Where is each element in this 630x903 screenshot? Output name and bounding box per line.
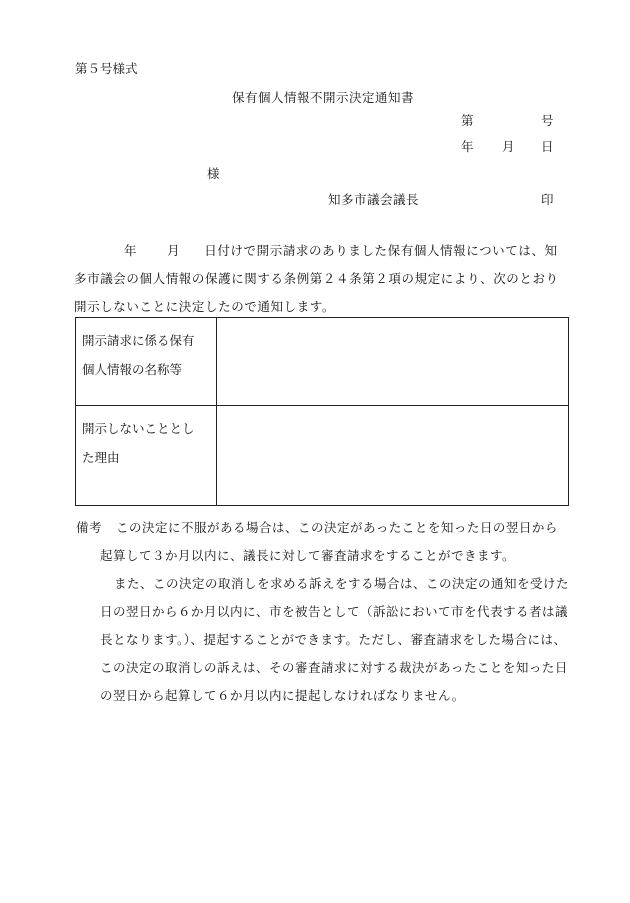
remarks-section bbox=[76, 514, 570, 710]
row1-value-field[interactable] bbox=[217, 318, 569, 406]
date-year: 年 bbox=[461, 139, 474, 154]
body-year: 年 bbox=[124, 243, 138, 258]
addressee-suffix: 様 bbox=[207, 166, 220, 181]
notice-body bbox=[74, 237, 570, 321]
body-line1-text: 日付けで開示請求のありました保有個人情報については、知 bbox=[204, 243, 558, 258]
document-title: 保有個人情報不開示決定通知書 bbox=[232, 90, 415, 105]
remarks-heading: 備考 bbox=[76, 520, 103, 535]
form-number: 第５号様式 bbox=[75, 61, 138, 76]
body-month: 月 bbox=[167, 243, 181, 258]
row1-label-line1: 開示請求に係る保有 bbox=[82, 333, 195, 348]
row2-label bbox=[76, 406, 217, 506]
ref-number-prefix: 第 bbox=[461, 113, 474, 128]
remarks-p1-line1: この決定に不服がある場合は、この決定があったことを知った日の翌日から bbox=[116, 520, 558, 535]
row1-label-line2: 個人情報の名称等 bbox=[82, 362, 183, 377]
row1-label bbox=[76, 318, 217, 406]
body-line2: 多市議会の個人情報の保護に関する条例第２４条第２項の規定により、次のとおり bbox=[74, 271, 559, 286]
sender-name: 知多市議会議長 bbox=[328, 192, 420, 207]
row2-value-field[interactable] bbox=[217, 406, 569, 506]
form-table bbox=[75, 317, 569, 506]
table-row bbox=[76, 318, 569, 406]
remarks-p1-line2: 起算して３か月以内に、議長に対して審査請求をすることができます。 bbox=[100, 548, 516, 563]
date-day: 日 bbox=[541, 139, 554, 154]
sender-seal: 印 bbox=[541, 192, 554, 207]
date-month: 月 bbox=[502, 139, 515, 154]
row2-label-line1: 開示しないこととし bbox=[82, 421, 195, 436]
body-line3: 開示しないことに決定したので通知します。 bbox=[74, 299, 336, 314]
remarks-p2: また、この決定の取消しを求める訴えをする場合は、この決定の通知を受けた日の翌日から６か月以内に、市を被告として（訴訟において市を代表する者は議長となります。）、提起することができます。ただし、審査請求をした場合には、この決定の取消しの訴えは、その審査請求に対する裁決があったことを知った日の翌日から起算して６か月以内に提起しなければなりません。 bbox=[100, 576, 570, 703]
ref-number-suffix: 号 bbox=[541, 113, 554, 128]
table-row bbox=[76, 406, 569, 506]
row2-label-line2: た理由 bbox=[82, 450, 120, 465]
